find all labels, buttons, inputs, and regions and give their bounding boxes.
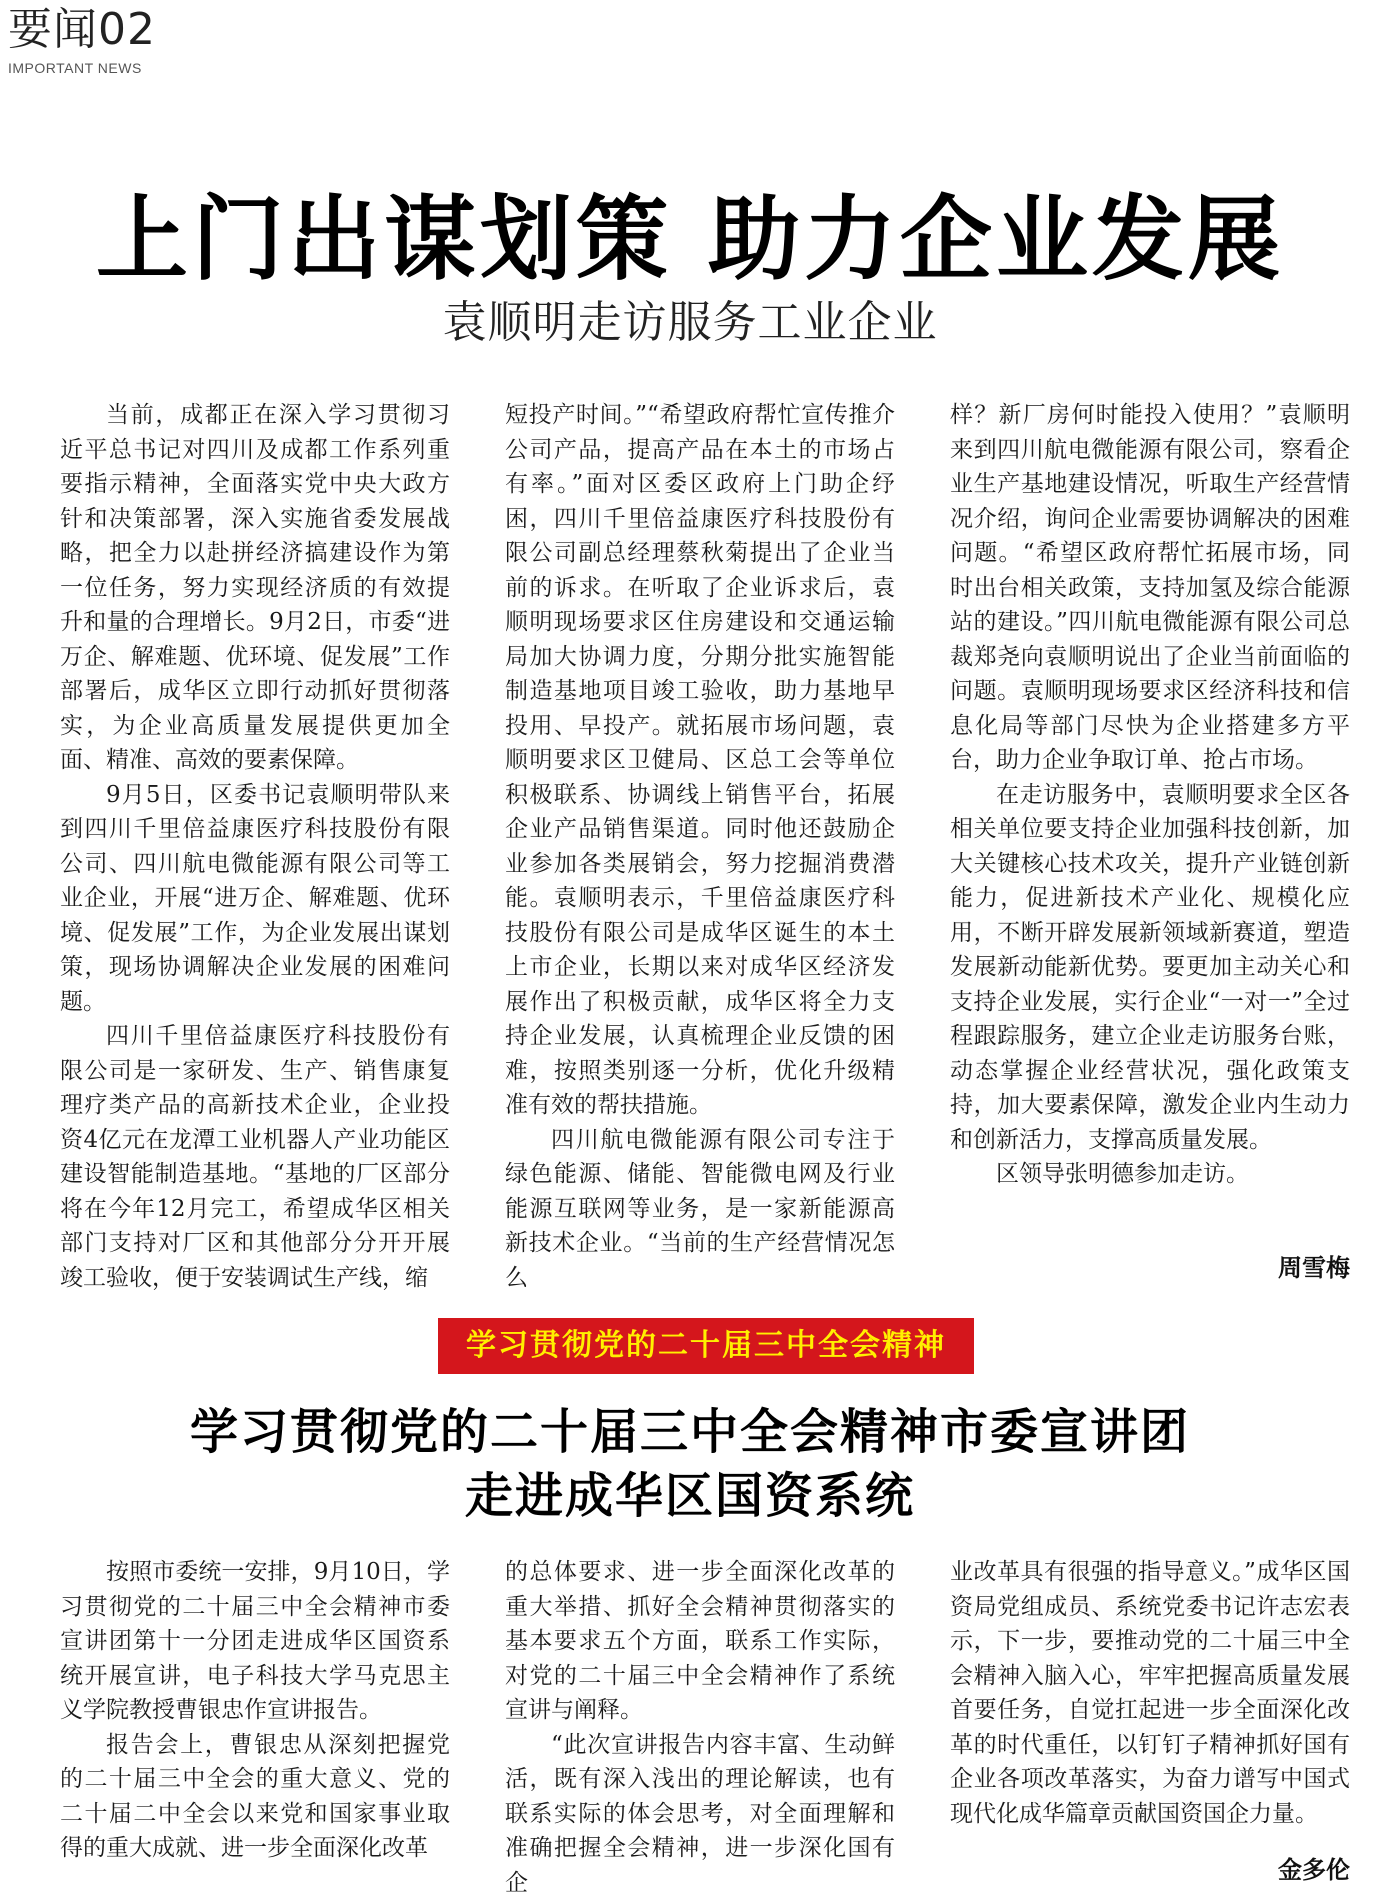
- paragraph: 样？新厂房何时能投入使用？”袁顺明来到四川航电微能源有限公司，察看企业生产基地建设情况，听取生产经营情况介绍，询问企业需要协调解决的困难问题。“希望区政府帮忙拓展市场，同时出台相关政策，支持加氢及综合能源站的建设。”四川航电微能源有限公司总裁郑尧向袁顺明说出了企业当前面临的问题。袁顺明现场要求区经济科技和信息化局等部门尽快为企业搭建多方平台，助力企业争取订单、抢占市场。: [950, 398, 1350, 778]
- paragraph: 当前，成都正在深入学习贯彻习近平总书记对四川及成都工作系列重要指示精神，全面落实党中央大政方针和决策部署，深入实施省委发展战略，把全力以赴拼经济搞建设作为第一位任务，努力实现经济质的有效提升和量的合理增长。9月2日，市委“进万企、解难题、优环境、促发展”工作部署后，成华区立即行动抓好贯彻落实，为企业高质量发展提供更加全面、精准、高效的要素保障。: [60, 398, 450, 778]
- paragraph: 按照市委统一安排，9月10日，学习贯彻党的二十届三中全会精神市委宣讲团第十一分团走进成华区国资系统开展宣讲，电子科技大学马克思主义学院教授曹银忠作宣讲报告。: [60, 1555, 450, 1728]
- paragraph: 在走访服务中，袁顺明要求全区各相关单位要支持企业加强科技创新，加大关键核心技术攻关，提升产业链创新能力，促进新技术产业化、规模化应用，不断开辟发展新领域新赛道，塑造发展新动能新优势。要更加主动关心和支持企业发展，实行企业“一对一”全过程跟踪服务，建立企业走访服务台账，动态掌握企业经营状况，强化政策支持，加大要素保障，激发企业内生动力和创新活力，支撑高质量发展。: [950, 778, 1350, 1158]
- paragraph: “此次宣讲报告内容丰富、生动鲜活，既有深入浅出的理论解读，也有联系实际的体会思考，对全面理解和准确把握全会精神，进一步深化国有企: [505, 1728, 895, 1900]
- paragraph: 区领导张明德参加走访。: [950, 1157, 1350, 1192]
- topic-banner: 学习贯彻党的二十届三中全会精神: [438, 1318, 974, 1374]
- paragraph: 报告会上，曹银忠从深刻把握党的二十届三中全会的重大意义、党的二十届二中全会以来党和国家事业取得的重大成就、进一步全面深化改革: [60, 1728, 450, 1866]
- article2-byline: 金多伦: [1278, 1850, 1350, 1885]
- article-body: [60, 398, 1350, 1258]
- paragraph: 业改革具有很强的指导意义。”成华区国资局党组成员、系统党委书记许志宏表示，下一步，要推动党的二十届三中全会精神入脑入心，牢牢把握高质量发展首要任务，自觉扛起进一步全面深化改革的时代重任，以钉钉子精神抓好国有企业各项改革落实，为奋力谱写中国式现代化成华篇章贡献国资国企力量。: [950, 1555, 1350, 1831]
- paragraph: 四川千里倍益康医疗科技股份有限公司是一家研发、生产、销售康复理疗类产品的高新技术企业，企业投资4亿元在龙潭工业机器人产业功能区建设智能制造基地。“基地的厂区部分将在今年12月完工，希望成华区相关部门支持对厂区和其他部分分开开展竣工验收，便于安装调试生产线，缩: [60, 1019, 450, 1295]
- article-subheadline: 袁顺明走访服务工业企业: [0, 296, 1380, 350]
- paragraph: 四川航电微能源有限公司专注于绿色能源、储能、智能微电网及行业能源互联网等业务，是一家新能源高新技术企业。“当前的生产经营情况怎么: [505, 1123, 895, 1296]
- section-title-en: IMPORTANT NEWS: [8, 60, 156, 76]
- paragraph: 的总体要求、进一步全面深化改革的重大举措、抓好全会精神贯彻落实的基本要求五个方面，联系工作实际，对党的二十届三中全会精神作了系统宣讲与阐释。: [505, 1555, 895, 1728]
- article2-column-1: [60, 1555, 450, 1900]
- masthead: [8, 4, 156, 76]
- article2-body: [60, 1555, 1350, 1875]
- article2-headline-line-2: 走进成华区国资系统: [0, 1464, 1380, 1528]
- article2-headline-line-1: 学习贯彻党的二十届三中全会精神市委宣讲团: [0, 1400, 1380, 1464]
- article-column-1: [60, 398, 450, 1295]
- article-byline: 周雪梅: [1278, 1248, 1350, 1283]
- section-title: 要闻02: [8, 4, 156, 56]
- article2-headline: [0, 1400, 1380, 1528]
- article-headline: 上门出谋划策 助力企业发展: [0, 185, 1380, 295]
- article-column-2: [505, 398, 895, 1295]
- article2-column-2: [505, 1555, 895, 1900]
- paragraph: 短投产时间。”“希望政府帮忙宣传推介公司产品，提高产品在本土的市场占有率。”面对区委区政府上门助企纾困，四川千里倍益康医疗科技股份有限公司副总经理蔡秋菊提出了企业当前的诉求。在听取了企业诉求后，袁顺明现场要求区住房建设和交通运输局加大协调力度，分期分批实施智能制造基地项目竣工验收，助力基地早投用、早投产。就拓展市场问题，袁顺明要求区卫健局、区总工会等单位积极联系、协调线上销售平台，拓展企业产品销售渠道。同时他还鼓励企业参加各类展销会，努力挖掘消费潜能。袁顺明表示，千里倍益康医疗科技股份有限公司是成华区诞生的本土上市企业，长期以来对成华区经济发展作出了积极贡献，成华区将全力支持企业发展，认真梳理企业反馈的困难，按照类别逐一分析，优化升级精准有效的帮扶措施。: [505, 398, 895, 1123]
- article-column-3: [950, 398, 1350, 1295]
- article2-column-3: [950, 1555, 1350, 1900]
- paragraph: 9月5日，区委书记袁顺明带队来到四川千里倍益康医疗科技股份有限公司、四川航电微能源有限公司等工业企业，开展“进万企、解难题、优环境、促发展”工作，为企业发展出谋划策，现场协调解决企业发展的困难问题。: [60, 778, 450, 1020]
